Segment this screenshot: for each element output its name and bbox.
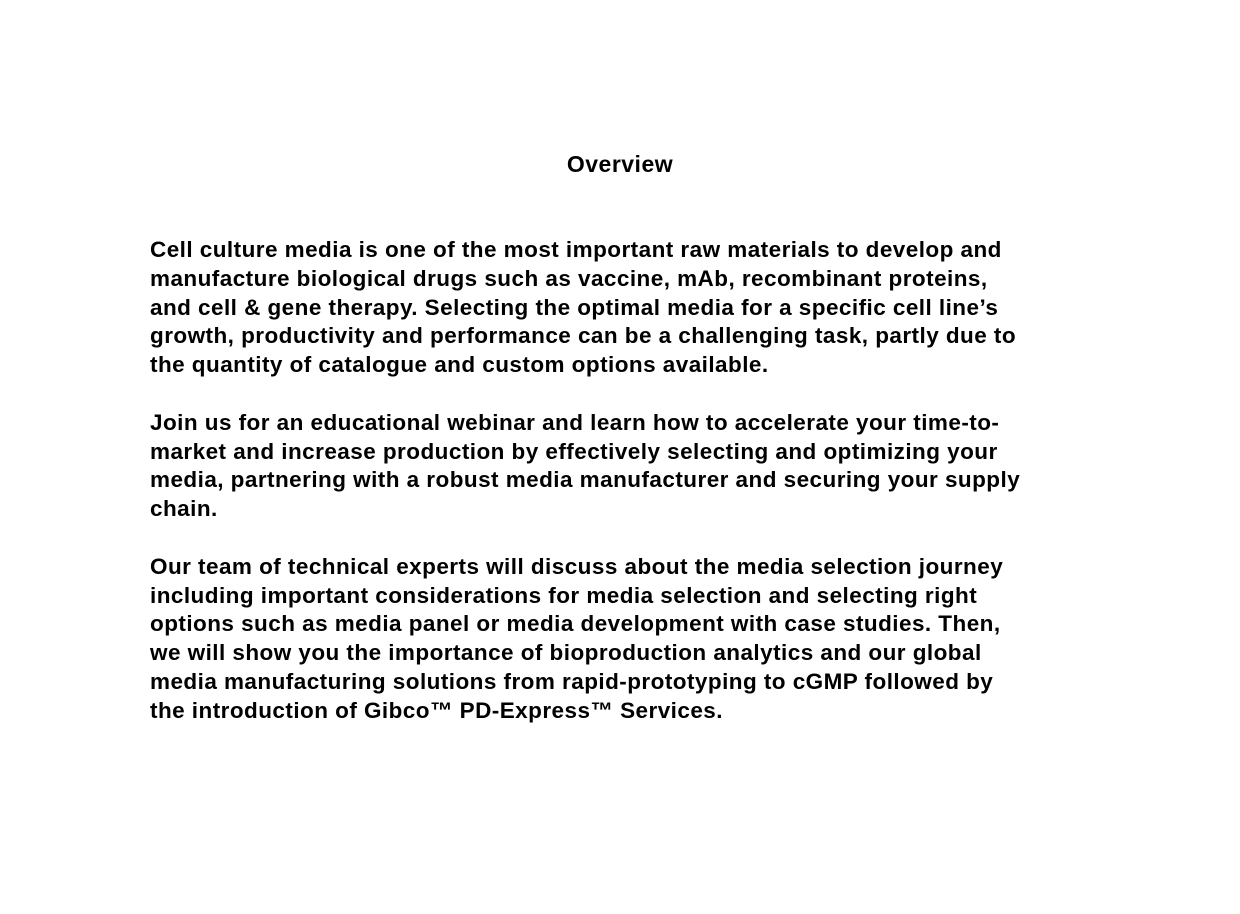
text-line: media, partnering with a robust media manufacturer and securing your supply: [150, 467, 1021, 493]
text-line: market and increase production by effectively selecting and optimizing your: [150, 438, 998, 464]
document-body: [150, 236, 1090, 754]
text-line: options such as media panel or media development with case studies. Then,: [150, 611, 1001, 637]
text-line: including important considerations for media selection and selecting right: [150, 582, 978, 608]
text-line: Our team of technical experts will discuss about the media selection journey: [150, 553, 1004, 579]
text-line: Join us for an educational webinar and learn how to accelerate your time-to-: [150, 409, 1000, 435]
page-title: Overview: [566, 151, 674, 177]
text-line: media manufacturing solutions from rapid-prototyping to cGMP followed by: [150, 668, 994, 694]
paragraph-webinar: [150, 409, 1090, 524]
paragraph-intro: [150, 236, 1090, 380]
paragraph-experts: [150, 553, 1090, 726]
text-line: the introduction of Gibco™ PD-Express™ Services.: [150, 697, 723, 723]
text-line: growth, productivity and performance can be a challenging task, partly due to: [150, 323, 1017, 349]
text-line: the quantity of catalogue and custom options available.: [150, 352, 769, 378]
text-line: and cell & gene therapy. Selecting the optimal media for a specific cell line’s: [150, 294, 999, 320]
text-line: chain.: [150, 496, 218, 522]
text-line: manufacture biological drugs such as vaccine, mAb, recombinant proteins,: [150, 265, 988, 291]
text-line: Cell culture media is one of the most important raw materials to develop and: [150, 237, 1002, 262]
text-line: we will show you the importance of bioproduction analytics and our global: [150, 640, 982, 666]
